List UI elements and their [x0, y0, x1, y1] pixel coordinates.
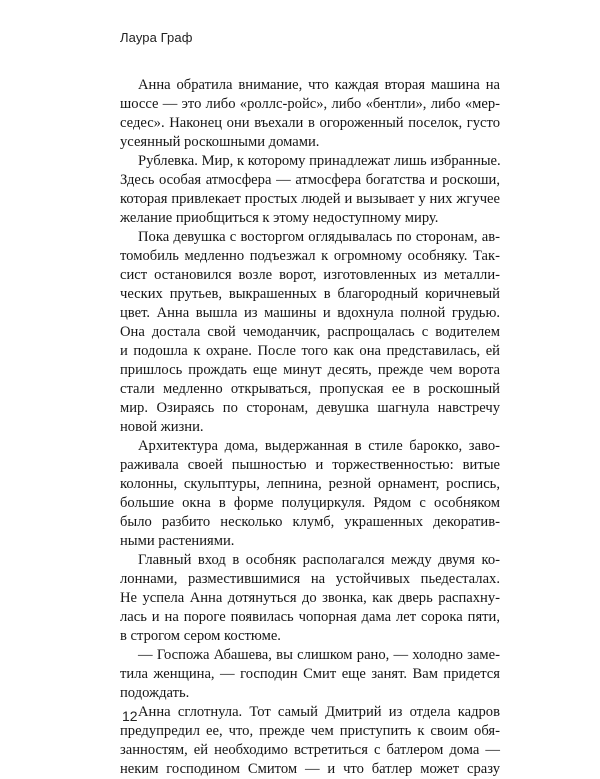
- text-line: желание приобщиться к этому недоступному миру.: [120, 210, 439, 226]
- text-line: ными растениями.: [120, 533, 235, 549]
- paragraph: [120, 76, 500, 152]
- text-line: Архитектура дома, выдержанная в стиле барокко, заво-: [138, 438, 500, 454]
- text-line: Она достала свой чемоданчик, распрощалась с водителем: [120, 324, 500, 340]
- text-line: мир. Озираясь по сторонам, девушка шагнула навстречу: [120, 400, 500, 416]
- text-line: и подошла к охране. После того как она представилась, ей: [120, 343, 500, 359]
- text-line: Не успела Анна дотянуться до звонка, как дверь распахну-: [120, 590, 500, 606]
- text-line: Анна сглотнула. Тот самый Дмитрий из отдела кадров: [138, 704, 500, 720]
- text-line: стали медленно открываться, пропуская ее в роскошный: [120, 381, 500, 397]
- text-line: новой жизни.: [120, 419, 204, 435]
- text-line: — Госпожа Абашева, вы слишком рано, — холодно заме-: [138, 647, 500, 663]
- running-head-author: Лаура Граф: [120, 30, 193, 45]
- text-line: усеянный роскошными домами.: [120, 134, 320, 150]
- text-line: лась и на пороге появилась чопорная дама лет сорока пяти,: [120, 609, 500, 625]
- text-line: ческих прутьев, выкрашенных в благородный коричневый: [120, 286, 500, 302]
- text-line: Анна обратила внимание, что каждая вторая машина на: [138, 77, 500, 93]
- paragraph: [120, 437, 500, 551]
- text-line: большие окна в форме полуциркуля. Рядом с особняком: [120, 495, 500, 511]
- text-line: в строгом сером костюме.: [120, 628, 281, 644]
- paragraph: [120, 646, 500, 703]
- text-line: седес». Наконец они въехали в огороженный поселок, густо: [120, 115, 500, 131]
- text-line: которая привлекает простых людей и вызывает у них жгучее: [120, 191, 500, 207]
- paragraph: [120, 703, 500, 779]
- text-line: цвет. Анна вышла из машины и вдохнула полной грудью.: [120, 305, 500, 321]
- text-line: неким господином Смитом — и что батлер может сразу: [120, 761, 500, 777]
- text-line: было разбито несколько клумб, украшенных декоратив-: [120, 514, 500, 530]
- text-line: предупредил ее, что, прежде чем приступить к своим обя-: [120, 723, 500, 739]
- text-line: пришлось прождать еще минут десять, прежде чем ворота: [120, 362, 500, 378]
- paragraph: [120, 228, 500, 437]
- text-line: лоннами, разместившимися на устойчивых пьедесталах.: [120, 571, 500, 587]
- text-line: тила женщина, — господин Смит еще занят. Вам придется: [120, 666, 500, 682]
- text-line: шоссе — это либо «роллс-ройс», либо «бентли», либо «мер-: [120, 96, 500, 112]
- paragraph: [120, 551, 500, 646]
- page-number: 12: [122, 708, 138, 724]
- text-line: занностям, ей необходимо встретиться с батлером дома —: [120, 742, 500, 758]
- text-line: раживала своей пышностью и торжественностью: витые: [120, 457, 500, 473]
- text-line: Здесь особая атмосфера — атмосфера богатства и роскоши,: [120, 172, 500, 188]
- text-line: колонны, скульптуры, лепнина, резной орнамент, роспись,: [120, 476, 500, 492]
- paragraph: [120, 152, 500, 228]
- text-line: Пока девушка с восторгом оглядывалась по сторонам, ав-: [138, 229, 500, 245]
- text-line: сист остановился возле ворот, изготовленных из металли-: [120, 267, 500, 283]
- body-text: [120, 76, 500, 779]
- text-line: томобиль медленно подъезжал к огромному особняку. Так-: [120, 248, 500, 264]
- text-line: Рублевка. Мир, к которому принадлежат лишь избранные.: [138, 153, 501, 169]
- text-line: Главный вход в особняк располагался между двумя ко-: [138, 552, 500, 568]
- text-line: подождать.: [120, 685, 190, 701]
